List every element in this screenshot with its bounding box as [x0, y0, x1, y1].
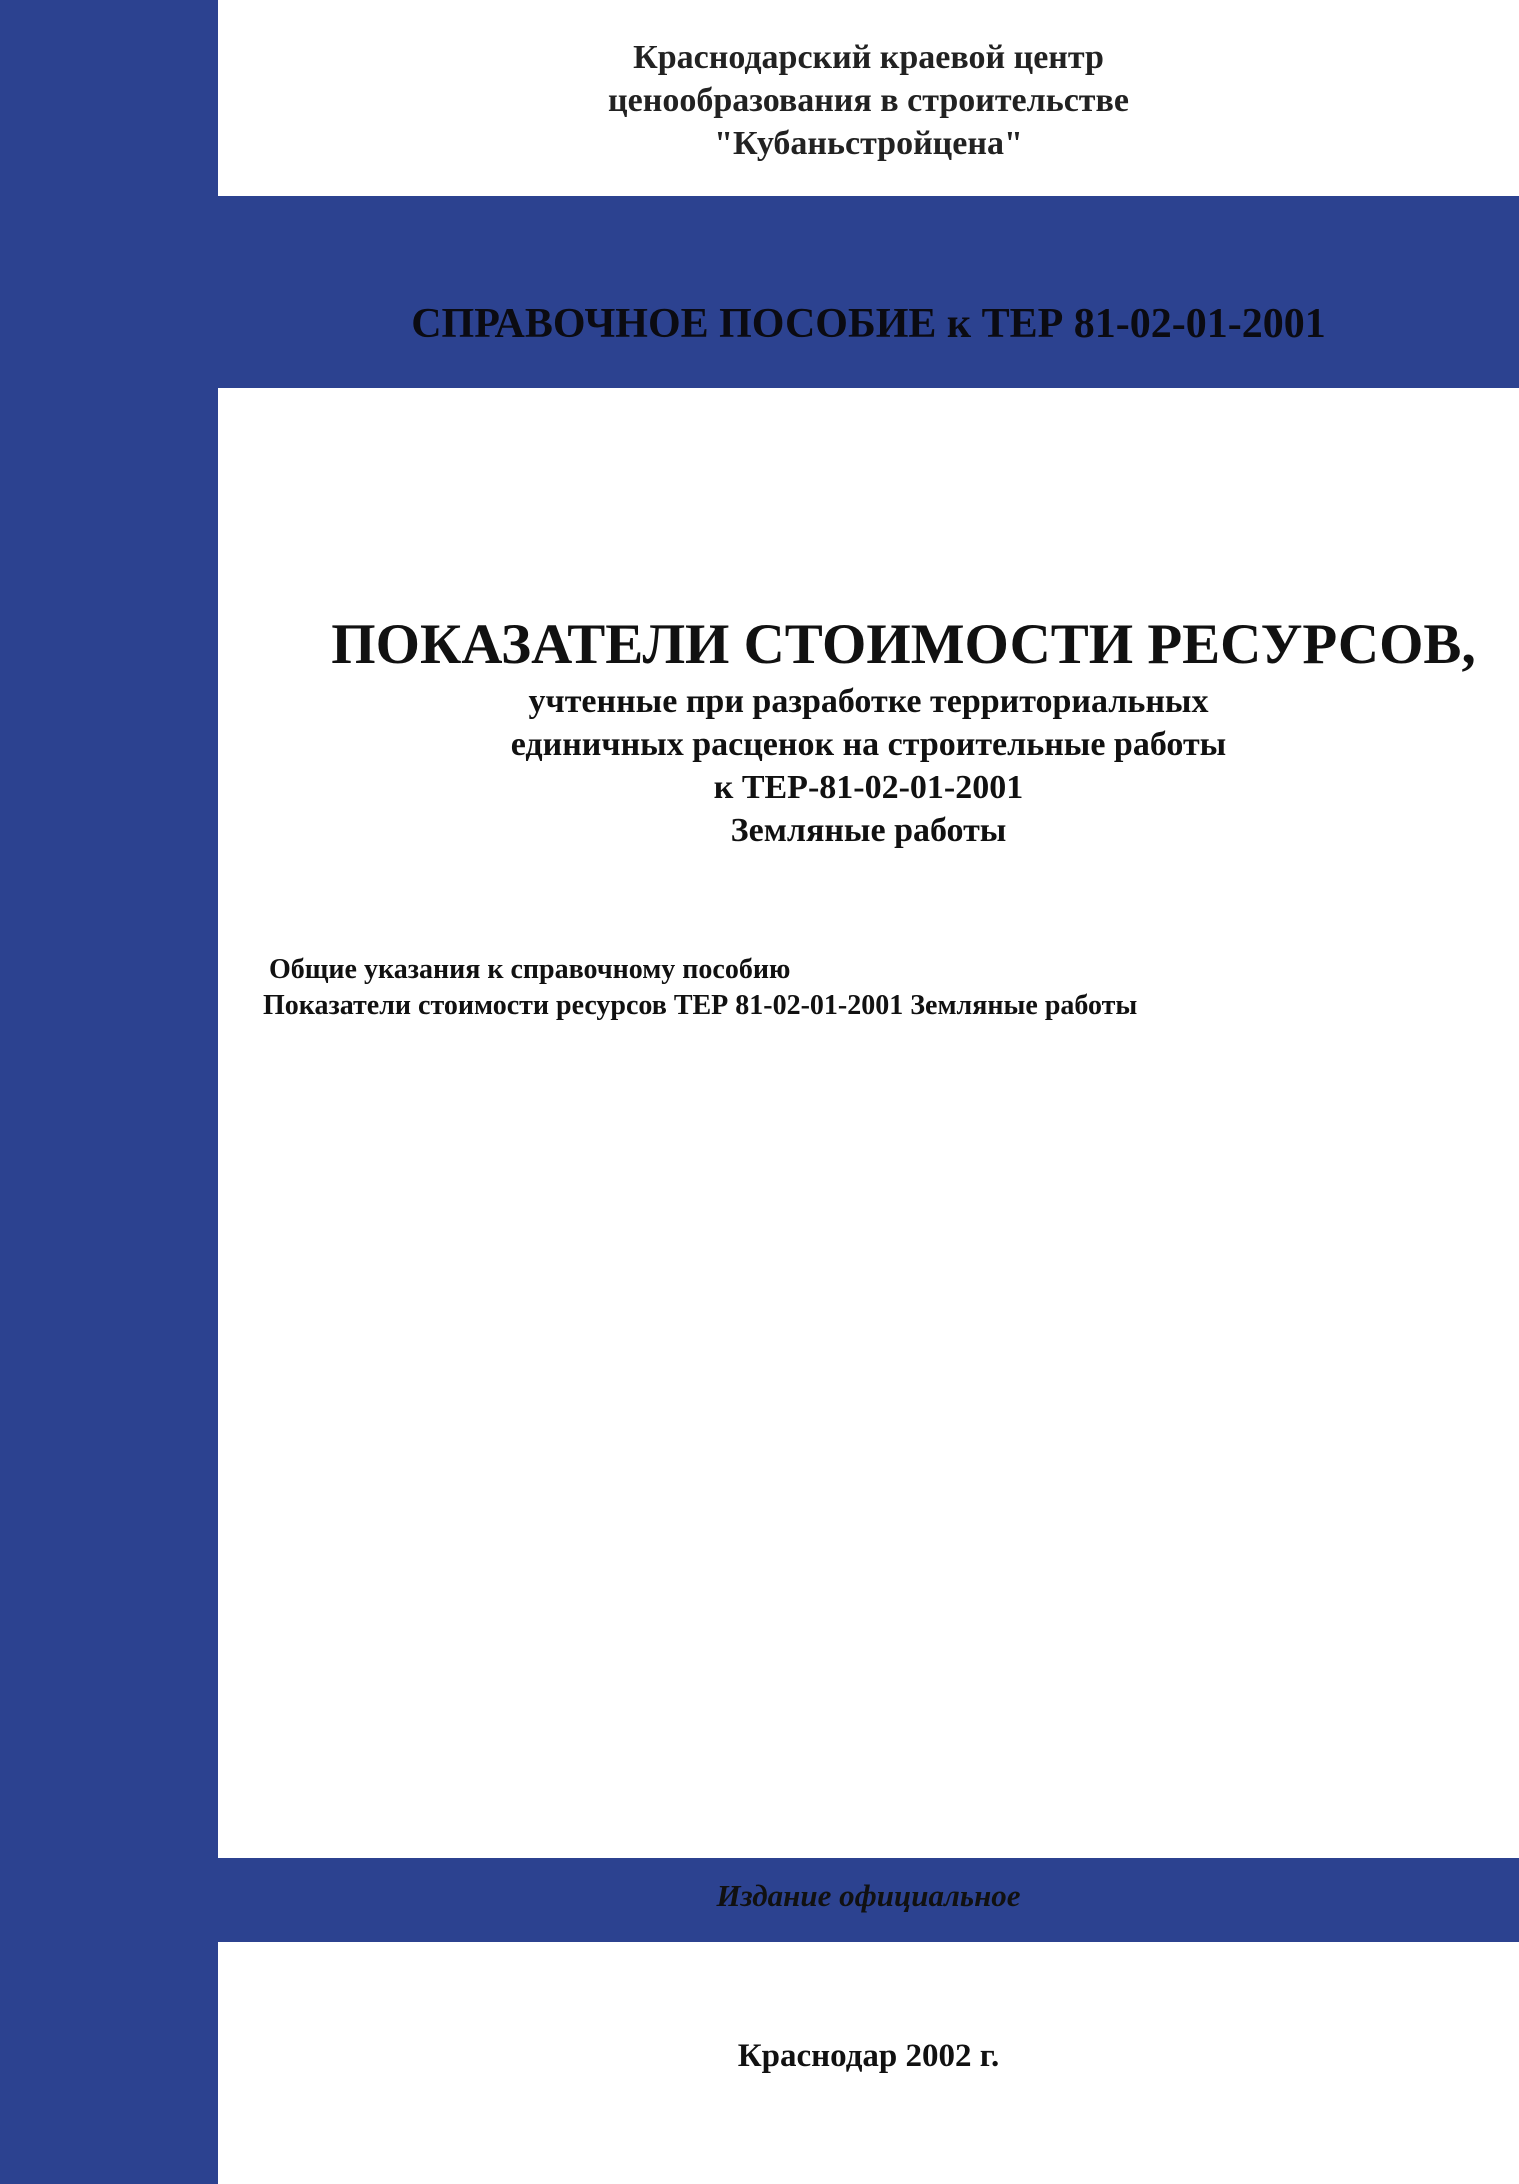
left-blue-band — [0, 0, 218, 2184]
subtitle-line: единичных расценок на строительные работы — [510, 726, 1227, 763]
place-year: Краснодар 2002 г. — [737, 2038, 1000, 2074]
edition-label: Издание официальное — [716, 1878, 1021, 1913]
organization-header — [218, 36, 1519, 165]
organization-line: "Кубаньстройцена" — [714, 125, 1023, 162]
contents-notes — [263, 952, 1463, 1024]
subtitle-line: учтенные при разработке территориальных — [528, 683, 1209, 720]
subtitle-line: Земляные работы — [730, 812, 1007, 849]
main-title: ПОКАЗАТЕЛИ СТОИМОСТИ РЕСУРСОВ, — [331, 613, 1476, 676]
top-blue-band — [218, 196, 1519, 388]
note-line: Общие указания к справочному пособию — [269, 954, 791, 985]
reference-title: СПРАВОЧНОЕ ПОСОБИЕ к ТЕР 81-02-01-2001 — [411, 301, 1326, 347]
note-line: Показатели стоимости ресурсов ТЕР 81-02-01-2001 Земляные работы — [263, 990, 1138, 1021]
subtitle-line: к ТЕР-81-02-01-2001 — [713, 769, 1024, 806]
main-title-block — [218, 610, 1519, 852]
organization-line: ценообразования в строительстве — [608, 82, 1129, 119]
organization-line: Краснодарский краевой центр — [633, 39, 1104, 76]
